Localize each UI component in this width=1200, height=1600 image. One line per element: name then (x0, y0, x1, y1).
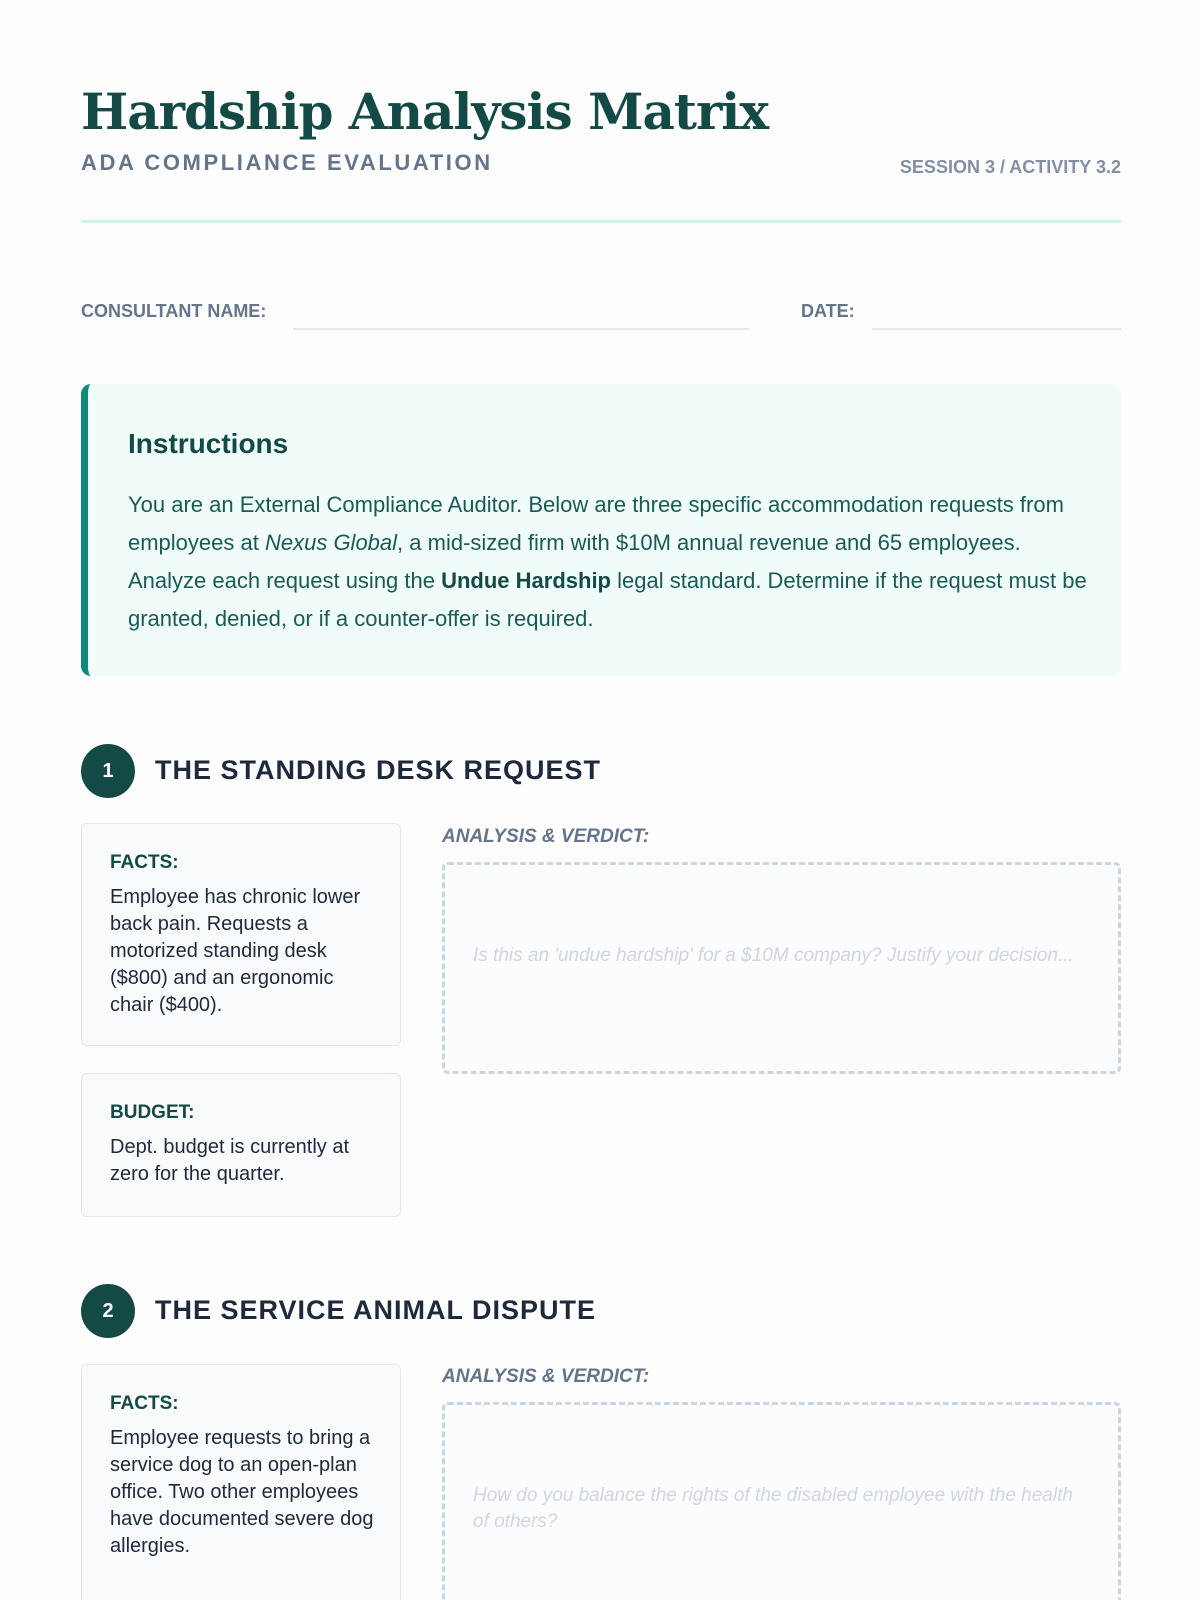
company-name: Nexus Global (264, 530, 398, 555)
budget-label: BUDGET: (110, 1102, 195, 1123)
instructions-text-part: legal standard. Determine if the request must be granted, denied, or if a counter-offer is required. (128, 568, 1087, 631)
analysis-textarea[interactable] (442, 1402, 1121, 1600)
facts-text: Employee has chronic lower back pain. Requests a motorized standing desk ($800) and an ergonomic chair ($400). (110, 886, 361, 1016)
instructions-heading: Instructions (128, 428, 289, 459)
section-number-badge: 1 (81, 744, 135, 798)
budget-card (81, 1073, 401, 1217)
section-title: THE STANDING DESK REQUEST (155, 755, 602, 785)
facts-card (81, 823, 401, 1046)
legal-standard: Undue Hardship (441, 568, 611, 593)
consultant-name-input[interactable] (293, 328, 749, 330)
facts-text: Employee requests to bring a service dog to an open-plan office. Two other employees have documented severe dog allergies. (110, 1427, 374, 1557)
section-number-badge: 2 (81, 1284, 135, 1338)
facts-card (81, 1364, 401, 1600)
session-label: SESSION 3 / ACTIVITY 3.2 (899, 157, 1121, 177)
header-divider (81, 220, 1121, 223)
section-title: THE SERVICE ANIMAL DISPUTE (155, 1295, 597, 1325)
facts-label: FACTS: (110, 1393, 179, 1414)
consultant-name-label: CONSULTANT NAME: (81, 301, 267, 321)
instructions-text-part: You are an External Compliance Auditor. Below are three specific accommodation requests from employees at (128, 492, 1064, 555)
instructions-panel (81, 384, 1121, 676)
instructions-text (128, 486, 1088, 638)
instructions-text-part: , a mid-sized firm with $10M annual revenue and 65 employees. Analyze each request using the (128, 530, 1021, 593)
page-title: Hardship Analysis Matrix (81, 82, 769, 141)
analysis-label: ANALYSIS & VERDICT: (442, 826, 650, 847)
analysis-textarea[interactable] (442, 862, 1121, 1074)
page-subtitle: ADA COMPLIANCE EVALUATION (81, 150, 493, 175)
facts-label: FACTS: (110, 852, 179, 873)
budget-text: Dept. budget is currently at zero for the quarter. (110, 1136, 350, 1185)
analysis-label: ANALYSIS & VERDICT: (442, 1366, 650, 1387)
date-label: DATE: (801, 301, 855, 321)
worksheet-page (81, 0, 1121, 1600)
date-input[interactable] (872, 328, 1121, 330)
